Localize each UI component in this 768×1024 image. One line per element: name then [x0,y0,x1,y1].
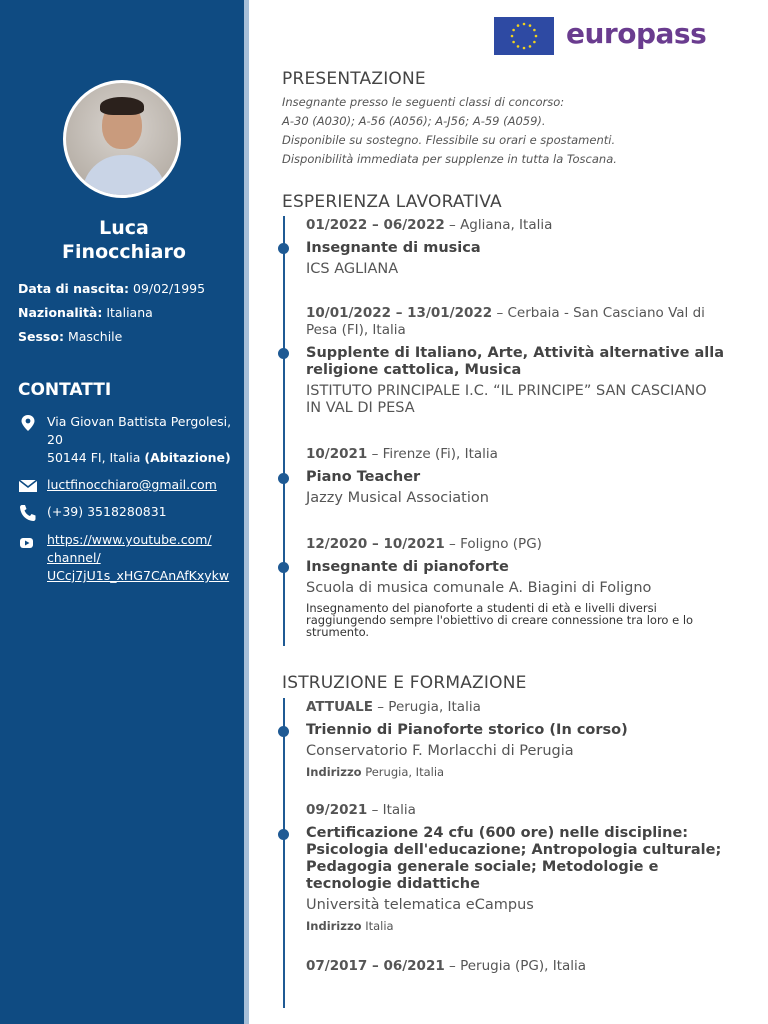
contact-address [18,413,233,467]
contact-email [18,476,233,494]
address-value: Perugia, Italia [365,765,445,779]
experience-title: ESPERIENZA LAVORATIVA [282,192,502,212]
timeline-dot [278,243,289,254]
address-value: Italia [365,919,394,933]
entry-place: – Italia [367,802,416,818]
nationality-value: Italiana [106,305,153,320]
email-link[interactable]: luctfinocchiaro@gmail.com [47,477,217,492]
nationality [18,305,153,320]
address-line-1: Via Giovan Battista Pergolesi, [47,414,232,429]
contact-youtube [18,531,233,585]
last-name: Finocchiaro [62,241,186,263]
entry-role: Certificazione 24 cfu (600 ore) nelle discipline: Psicologia dell'educazione; Antropologia culturale; Pedagogia generale sociale; Metodologie e tecnologie didattiche [306,825,722,892]
education-title: ISTRUZIONE E FORMAZIONE [282,673,527,693]
entry-place: – Foligno (PG) [444,536,542,552]
education-entry [306,699,726,781]
entry-address [306,918,726,935]
entry-place: – Perugia (PG), Italia [444,958,587,974]
sex-value: Maschile [67,329,123,344]
sidebar [0,0,244,1024]
phone-number: (+39) 3518280831 [47,504,167,519]
entry-place: – Cerbaia - San Casciano Val di Pesa (FI), Italia [306,305,705,338]
nationality-label: Nazionalità: [18,305,103,320]
entry-date: ATTUALE [306,699,373,715]
experience-entry [306,536,726,638]
experience-timeline [283,216,285,646]
youtube-link-line-2[interactable]: channel/ [47,550,101,565]
timeline-dot [278,473,289,484]
entry-org: Conservatorio F. Morlacchi di Perugia [306,743,574,759]
entry-date: 10/2021 [306,446,368,462]
timeline-dot [278,726,289,737]
profile-photo [63,80,181,198]
timeline-dot [278,829,289,840]
timeline-dot [278,562,289,573]
sex [18,329,122,344]
entry-role: Insegnante di pianoforte [306,559,509,575]
entry-role: Triennio di Pianoforte storico (In corso) [306,722,628,738]
education-entry [306,802,726,935]
entry-org: ISTITUTO PRINCIPALE I.C. “IL PRINCIPE” SAN CASCIANO IN VAL DI PESA [306,383,707,416]
entry-date: 12/2020 – 10/2021 [306,536,445,552]
entry-role: Piano Teacher [306,469,421,485]
sidebar-edge [244,0,249,1024]
education-timeline [283,698,285,1008]
presentation-line: A-30 (A030); A-56 (A056); A-J56; A-59 (A059). [282,114,546,128]
address-line-2: 20 [47,432,63,447]
birth-value: 09/02/1995 [133,281,206,296]
entry-role: Supplente di Italiano, Arte, Attività alternative alla religione cattolica, Musica [306,345,725,378]
sex-label: Sesso: [18,329,64,344]
entry-place: – Perugia, Italia [372,699,481,715]
entry-date: 10/01/2022 – 13/01/2022 [306,305,493,321]
address-label: Indirizzo [306,765,362,779]
address-label: Indirizzo [306,919,362,933]
timeline-dot [278,348,289,359]
entry-date: 01/2022 – 06/2022 [306,217,445,233]
presentation-title: PRESENTAZIONE [282,69,426,89]
email-icon [18,477,38,495]
entry-org: Jazzy Musical Association [306,490,489,506]
address-type: (Abitazione) [144,450,231,465]
youtube-icon [18,532,38,550]
presentation-line: Insegnante presso le seguenti classi di concorso: [282,95,565,109]
entry-place: – Agliana, Italia [444,217,553,233]
experience-entry [306,217,726,278]
entry-place: – Firenze (Fi), Italia [367,446,498,462]
entry-date: 09/2021 [306,802,368,818]
entry-role: Insegnante di musica [306,240,481,256]
birth-date [18,281,205,296]
address-line-3: 50144 FI, Italia [47,450,141,465]
entry-org: Università telematica eCampus [306,897,534,913]
youtube-link-line-3[interactable]: UCcj7jU1s_xHG7CAnAfKxykw [47,568,230,583]
entry-org: Scuola di musica comunale A. Biagini di Foligno [306,580,652,596]
entry-org: ICS AGLIANA [306,261,399,277]
europass-logo-text: europass [566,17,707,50]
profile-name [0,216,248,264]
eu-flag-icon [494,17,554,55]
presentation-line: Disponibile su sostegno. Flessibile su orari e spostamenti. [282,133,616,147]
experience-entry [306,305,726,417]
experience-entry [306,446,726,507]
location-pin-icon [18,414,38,432]
presentation-line: Disponibilità immediata per supplenze in tutta la Toscana. [282,152,617,166]
entry-address [306,764,726,781]
entry-date: 07/2017 – 06/2021 [306,958,445,974]
contact-phone [18,503,233,521]
contacts-title: CONTATTI [18,380,112,400]
first-name: Luca [99,217,149,239]
phone-icon [18,504,38,522]
youtube-link-line-1[interactable]: https://www.youtube.com/ [47,532,212,547]
entry-description: Insegnamento del pianoforte a studenti di età e livelli diversi raggiungendo sempre l'obiettivo di creare connessione tra loro e lo strumento. [306,601,694,639]
education-entry [306,958,726,975]
birth-label: Data di nascita: [18,281,130,296]
